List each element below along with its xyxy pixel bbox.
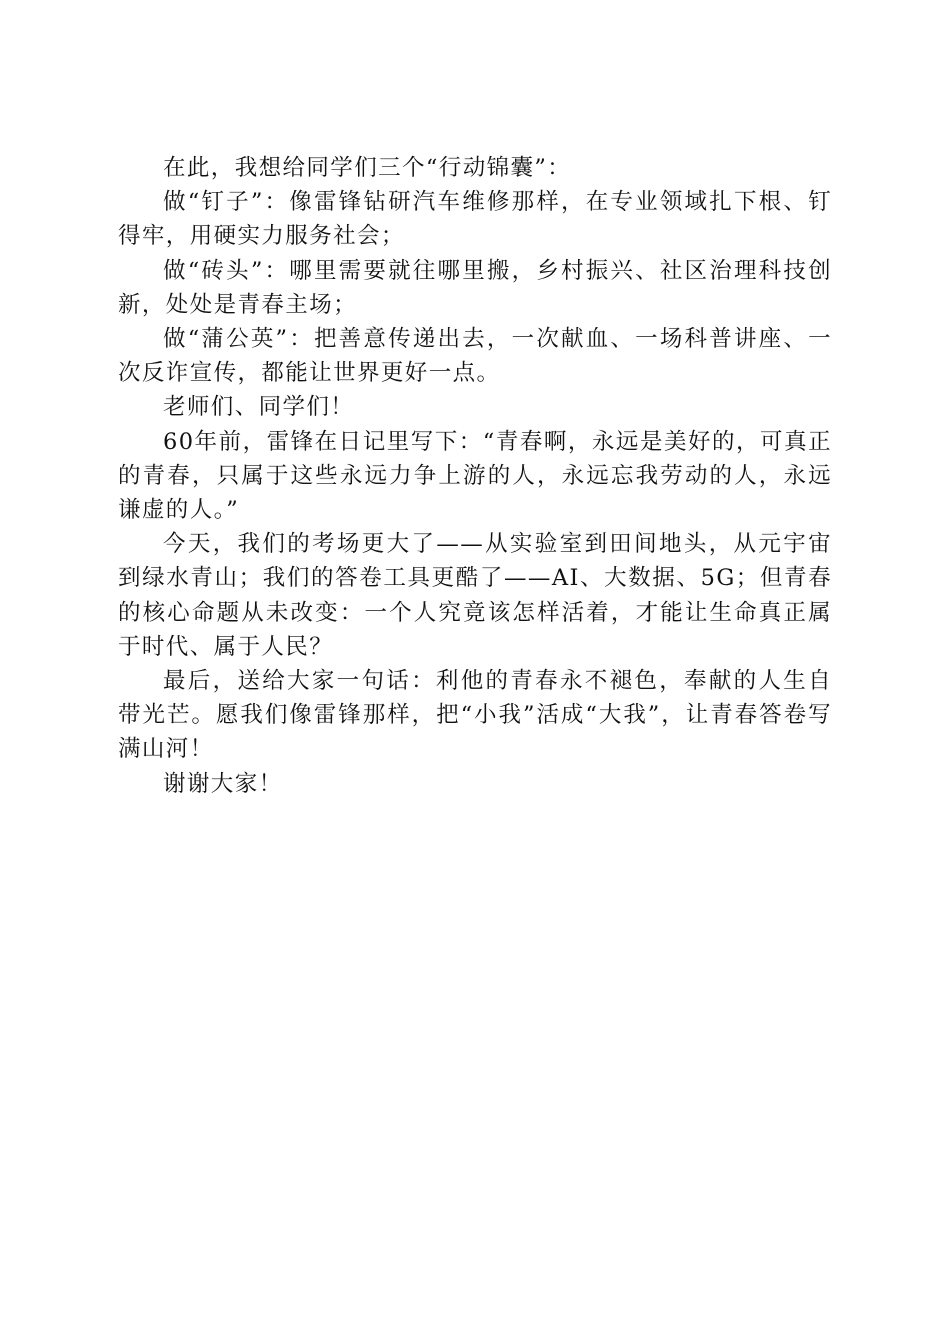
paragraph-action-tips-intro: 在此，我想给同学们三个“行动锦囊”： [163,155,572,181]
paragraph-thanks: 谢谢大家！ [163,770,283,797]
paragraph-greeting: 老师们、同学们！ [163,394,355,421]
paragraph-today: 今天，我们的考场更大了——从实验室到田间地头，从元宇宙到绿水青山；我们的答卷工具更酷了——AI、大数据、5G；但青春的核心命题从未改变：一个人究竟该怎样活着，才能让生命真正属于时代、属于人民？ [118,531,832,660]
document-body [118,151,832,801]
paragraph-dandelion: 做“蒲公英”：把善意传递出去，一次献血、一场科普讲座、一次反诈宣传，都能让世界更好一点。 [118,326,832,387]
paragraph-diary-quote: 60年前，雷锋在日记里写下：“青春啊，永远是美好的，可真正的青春，只属于这些永远力争上游的人，永远忘我劳动的人，永远谦虚的人。” [118,428,832,524]
paragraph-nail: 做“钉子”：像雷锋钻研汽车维修那样，在专业领域扎下根、钉得牢，用硬实力服务社会； [118,189,832,250]
paragraph-brick: 做“砖头”：哪里需要就往哪里搬，乡村振兴、社区治理科技创新，处处是青春主场； [118,257,832,318]
paragraph-closing: 最后，送给大家一句话：利他的青春永不褪色，奉献的人生自带光芒。愿我们像雷锋那样，把“小我”活成“大我”，让青春答卷写满山河！ [118,668,832,763]
